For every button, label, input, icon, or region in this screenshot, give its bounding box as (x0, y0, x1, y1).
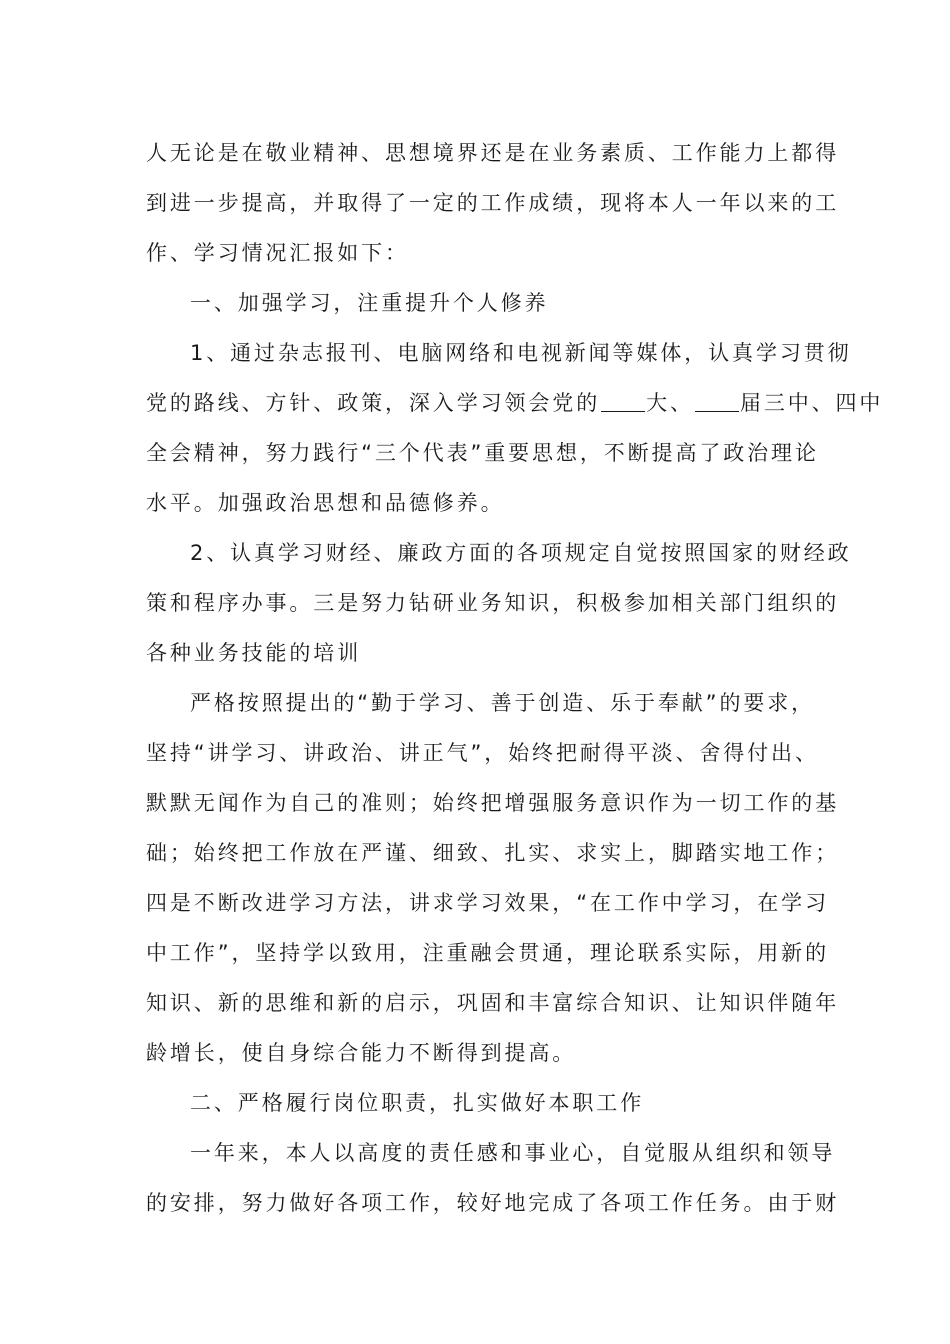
section-heading: 一、加强学习，注重提升个人修养 (190, 291, 549, 315)
text-line: 2、认真学习财经、廉政方面的各项规定自觉按照国家的财经政 (190, 541, 852, 565)
fill-in-blank (695, 391, 739, 412)
text-line: 础；始终把工作放在严谨、细致、扎实、求实上，脚踏实地工作； (146, 841, 840, 865)
text-line: 水平。加强政治思想和品德修养。 (146, 491, 505, 515)
text-line: 人无论是在敬业精神、思想境界还是在业务素质、工作能力上都得 (146, 141, 840, 165)
text-line: 严格按照提出的“勤于学习、善于创造、乐于奉献”的要求， (190, 691, 816, 715)
text-line: 一年来，本人以高度的责任感和事业心，自觉服从组织和领导 (190, 1141, 836, 1165)
text-line: 坚持“讲学习、讲政治、讲正气”，始终把耐得平淡、舍得付出、 (146, 741, 819, 765)
text-line: 各种业务技能的培训 (146, 641, 362, 665)
text-line: 作、学习情况汇报如下： (146, 241, 409, 265)
text-line: 策和程序办事。三是努力钻研业务知识，积极参加相关部门组织的 (146, 591, 840, 615)
text-segment: 大、 (646, 391, 694, 415)
text-line: 默默无闻作为自己的准则；始终把增强服务意识作为一切工作的基 (146, 791, 840, 815)
text-line: 的安排，努力做好各项工作，较好地完成了各项工作任务。由于财 (146, 1191, 840, 1215)
section-heading: 二、严格履行岗位职责，扎实做好本职工作 (190, 1091, 645, 1115)
text-line: 到进一步提高，并取得了一定的工作成绩，现将本人一年以来的工 (146, 191, 840, 215)
text-segment: 届三中、四中 (739, 391, 884, 415)
text-line: 知识、新的思维和新的启示，巩固和丰富综合知识、让知识伴随年 (146, 991, 840, 1015)
text-line-with-blanks (146, 388, 884, 418)
text-segment: 党的路线、方针、政策，深入学习领会党的 (146, 391, 601, 415)
text-line: 四是不断改进学习方法，讲求学习效果，“在工作中学习，在学习 (146, 891, 829, 915)
text-line: 全会精神，努力践行“三个代表”重要思想，不断提高了政治理论 (146, 441, 819, 465)
text-line: 1、通过杂志报刊、电脑网络和电视新闻等媒体，认真学习贯彻 (190, 341, 852, 365)
text-line: 龄增长，使自身综合能力不断得到提高。 (146, 1041, 577, 1065)
text-line: 中工作”，坚持学以致用，注重融会贯通，理论联系实际，用新的 (146, 941, 829, 965)
fill-in-blank (601, 391, 645, 412)
